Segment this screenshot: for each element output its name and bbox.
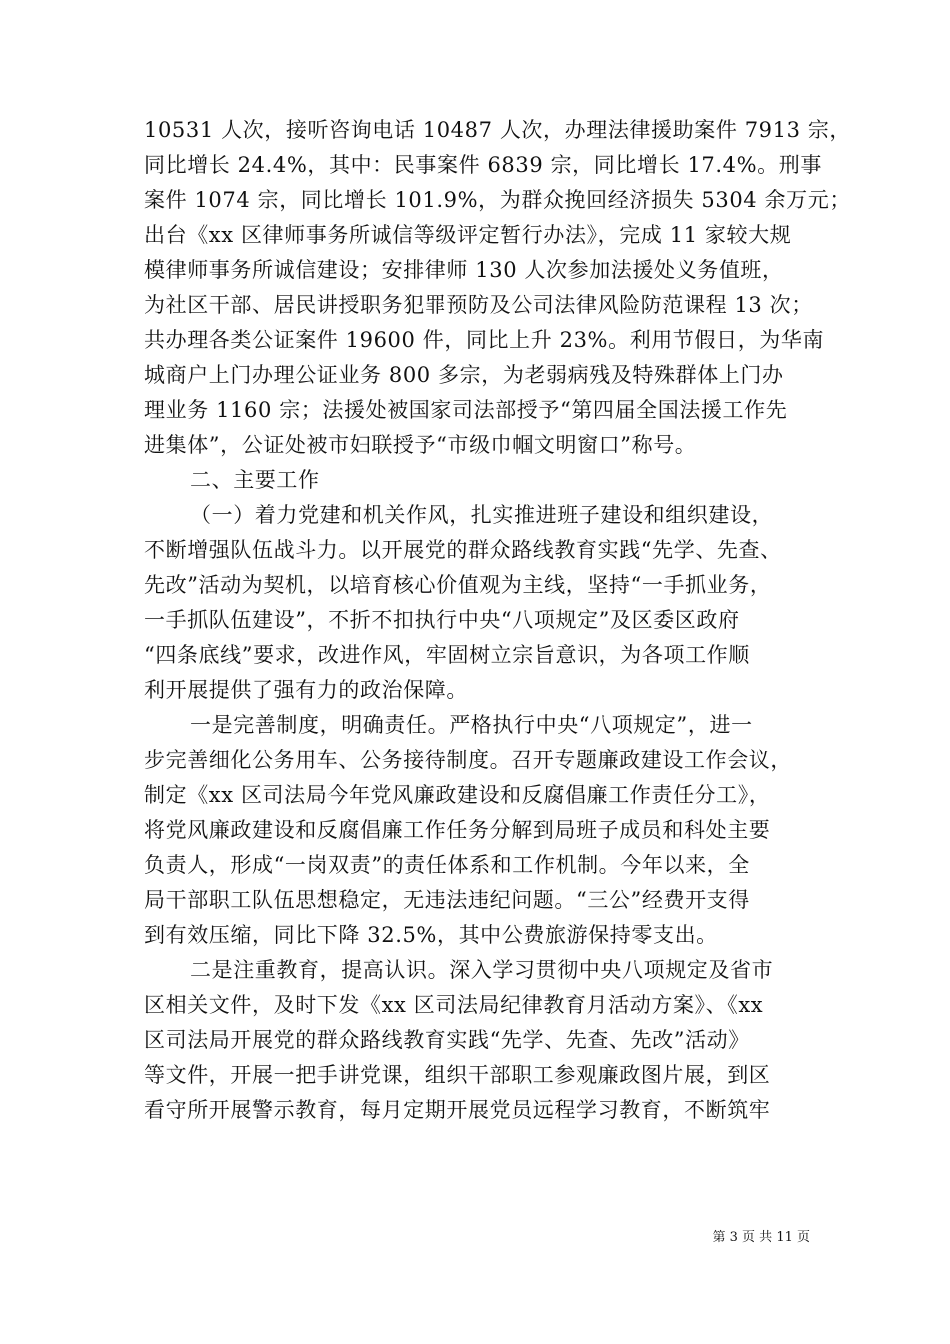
- text-line: 到有效压缩，同比下降 32.5%，其中公费旅游保持零支出。: [144, 923, 718, 947]
- text-line: 共办理各类公证案件 19600 件，同比上升 23%。利用节假日，为华南: [144, 328, 825, 352]
- text-line: “四条底线”要求，改进作风，牢固树立宗旨意识，为各项工作顺: [144, 643, 750, 667]
- text-line: 10531 人次，接听咨询电话 10487 人次，办理法律援助案件 7913 宗，: [144, 118, 852, 142]
- text-line: 区司法局开展党的群众路线教育实践“先学、先查、先改”活动》: [144, 1028, 750, 1052]
- text-line: 二是注重教育，提高认识。深入学习贯彻中央八项规定及省市: [190, 958, 774, 982]
- text-line: 进集体”，公证处被市妇联授予“市级巾帼文明窗口”称号。: [144, 433, 697, 457]
- text-line: 模律师事务所诚信建设；安排律师 130 人次参加法援处义务值班，: [144, 258, 784, 282]
- text-line: 区相关文件，及时下发《xx 区司法局纪律教育月活动方案》、《xx: [144, 993, 764, 1017]
- text-line: 出台《xx 区律师事务所诚信等级评定暂行办法》，完成 11 家较大规: [144, 223, 792, 247]
- page-number: 第 3 页 共 11 页: [712, 1230, 810, 1245]
- text-line: 负责人，形成“一岗双责”的责任体系和工作机制。今年以来，全: [144, 853, 750, 877]
- text-line: 制定《xx 区司法局今年党风廉政建设和反腐倡廉工作责任分工》，: [144, 783, 771, 807]
- text-line: 看守所开展警示教育，每月定期开展党员远程学习教育，不断筑牢: [144, 1098, 771, 1122]
- text-line: 案件 1074 宗，同比增长 101.9%，为群众挽回经济损失 5304 余万元；: [144, 188, 851, 212]
- text-line: 步完善细化公务用车、公务接待制度。召开专题廉政建设工作会议，: [144, 748, 792, 772]
- text-line: 先改”活动为契机，以培育核心价值观为主线，坚持“一手抓业务，: [144, 573, 772, 597]
- text-line: 同比增长 24.4%，其中：民事案件 6839 宗，同比增长 17.4%。刑事: [144, 153, 822, 177]
- text-line: 等文件，开展一把手讲党课，组织干部职工参观廉政图片展，到区: [144, 1063, 771, 1087]
- text-line: 局干部职工队伍思想稳定，无违法违纪问题。“三公”经费开支得: [144, 888, 750, 912]
- text-line: 一手抓队伍建设”，不折不扣执行中央“八项规定”及区委区政府: [144, 608, 740, 632]
- text-line: （一）着力党建和机关作风，扎实推进班子建设和组织建设，: [190, 503, 774, 527]
- text-line: 不断增强队伍战斗力。以开展党的群众路线教育实践“先学、先查、: [144, 538, 782, 562]
- text-line: 利开展提供了强有力的政治保障。: [144, 678, 468, 702]
- text-line: 城商户上门办理公证业务 800 多宗，为老弱病残及特殊群体上门办: [144, 363, 784, 387]
- text-line: 一是完善制度，明确责任。严格执行中央“八项规定”，进一: [190, 713, 753, 737]
- text-line: 理业务 1160 宗；法援处被国家司法部授予“第四届全国法援工作先: [144, 398, 788, 422]
- text-line: 将党风廉政建设和反腐倡廉工作任务分解到局班子成员和科处主要: [144, 818, 771, 842]
- text-line: 为社区干部、居民讲授职务犯罪预防及公司法律风险防范课程 13 次；: [144, 293, 813, 317]
- section-heading: 二、主要工作: [190, 468, 320, 492]
